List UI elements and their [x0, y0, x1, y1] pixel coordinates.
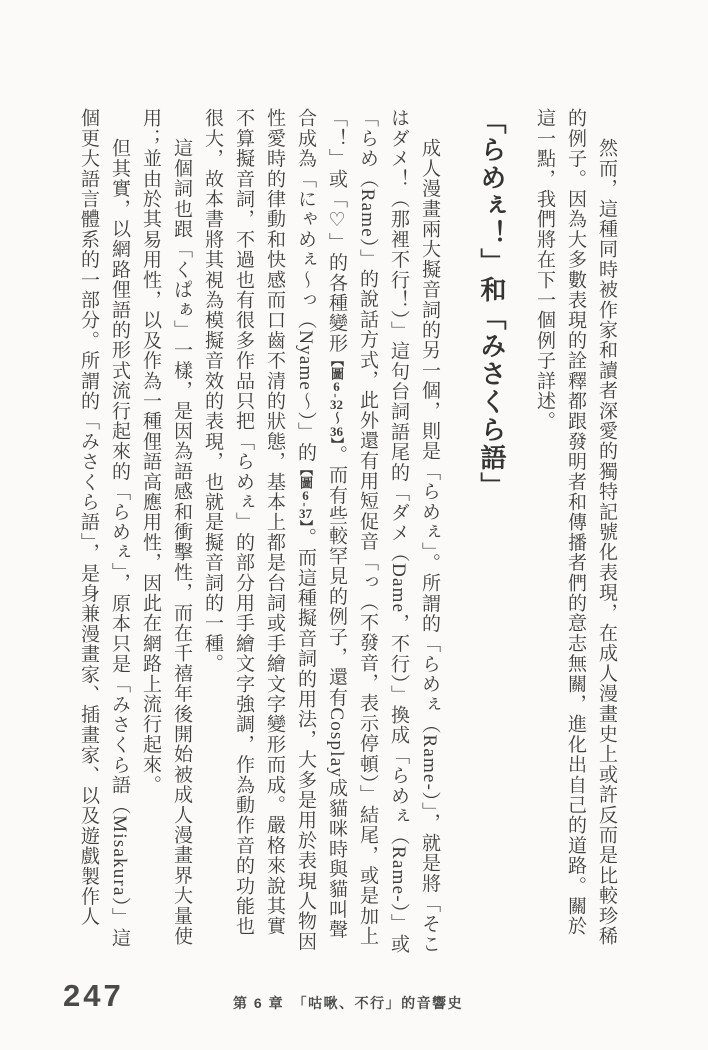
figure-reference: 【圖6-32～36】: [329, 353, 344, 445]
section-paragraph-2: 這個詞也跟「くぱぁ」一樣，是因為語感和衝擊性，而在千禧年後開始被成人漫畫界大量使用；並由於其易用性，以及作為一種俚語高應用性，因此在網路上流行起來。: [140, 108, 192, 947]
section-paragraph-3: 但其實，以網路俚語的形式流行起來的「らめぇ」，原本只是「みさくら語（Misakura）」這個更大語言體系的一部分。所謂的「みさくら語」，是身兼漫畫家、插畫家、以及遊戲製作人: [78, 108, 130, 949]
figure-reference: 【圖6-37】: [298, 462, 313, 528]
section-paragraph-1: 成人漫畫兩大擬音詞的另一個，則是「らめぇ」。所謂的「らめぇ（Rame-）」，就是將「そこはダメ！（那裡不行！）」這句台詞語尾的「ダメ（Dame，不行）」換成「らめぇ（Rame-）」或「らめ（Rame）」的說話方式，此外還有用短促音「っ（不發音，表示停頓）」結尾，或是加上「！」或「♡」的各種變形【圖6-32～36】。而有些較罕見的例子，還有Cosplay成貓咪時與貓叫聲合成為「にゃめぇ～っ（Nyame～）」的【圖6-37】。而這種擬音詞的用法，大多是用於表現人物因性愛時的律動和快感而口齒不清的狀態，基本上都是台詞或手繪文字變形而成。嚴格來說其實不算擬音詞，不過也有很多作品只把「らめぇ」的部分用手繪文字強調，作為動作音的功能也很大，故本書將其視為模擬音效的表現，也就是擬音詞的一種。: [202, 108, 440, 955]
page-number: 247: [63, 978, 124, 1013]
chapter-title: 第 6 章 「咕啾、不行」的音響史: [233, 995, 464, 1011]
page-content: [52, 108, 622, 956]
section-heading: 「らめぇ！」和「みさくら語」: [477, 108, 506, 500]
intro-paragraph: 然而，這種同時被作家和讀者深愛的獨特記號化表現，在成人漫畫史上或許反而是比較珍稀的例子。因為大多數表現的詮釋都跟發明者和傳播者們的意志無關，進化出自己的道路。關於這一點，我們將在下一個例子詳述。: [534, 108, 617, 947]
